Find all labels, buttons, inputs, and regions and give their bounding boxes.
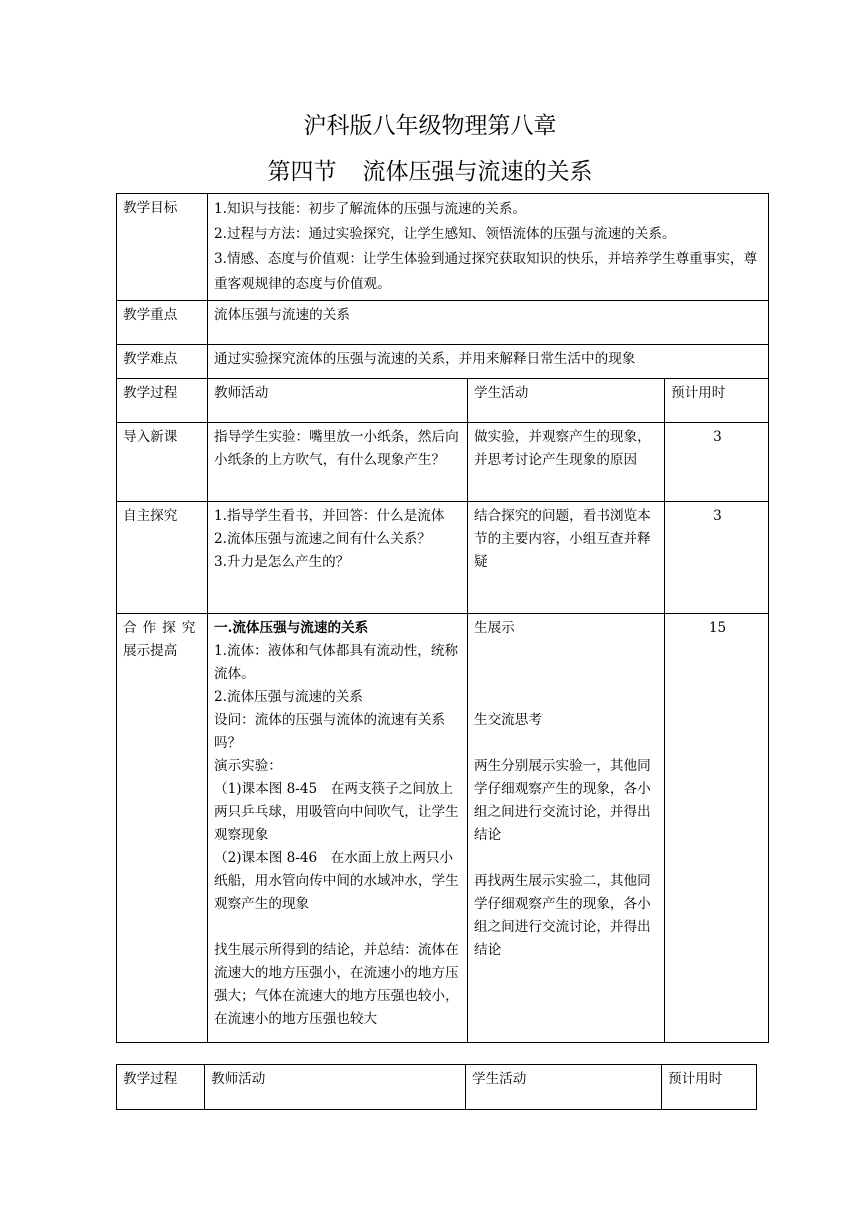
goal-line: 3.情感、态度与价值观：让学生体验到通过探究获取知识的快乐，并培养学生尊重事实，尊重客观规律的态度与价值观。 bbox=[214, 251, 758, 292]
teacher-heading: 一.流体压强与流速的关系 bbox=[214, 620, 369, 636]
row-label-line: 展示提高 bbox=[123, 643, 178, 659]
lesson-plan-table bbox=[116, 193, 769, 1043]
column-header-student: 学生活动 bbox=[466, 1065, 662, 1110]
row-label: 自主探究 bbox=[117, 502, 208, 614]
column-header-time: 预计用时 bbox=[665, 379, 769, 423]
teacher-line: （1)课本图 8-45 在两支筷子之间放上两只乒乓球，用吸管向中间吹气，让学生观察现象 bbox=[214, 781, 459, 843]
section-number: 第四节 bbox=[267, 159, 337, 185]
lesson-plan-table-continued bbox=[116, 1064, 757, 1110]
teacher-line: 设问：流体的压强与流体的流速有关系吗？ bbox=[214, 712, 446, 751]
document-title: 沪科版八年级物理第八章 bbox=[303, 113, 557, 139]
teacher-activity bbox=[208, 614, 468, 1043]
student-line: 两生分别展示实验一，其他同学仔细观察产生的现象，各小组之间进行交流讨论，并得出结论 bbox=[474, 758, 651, 843]
teacher-line: 1.指导学生看书，并回答：什么是流体 bbox=[214, 508, 445, 524]
row-label-line: 合作探究 bbox=[123, 620, 202, 636]
student-line: 生交流思考 bbox=[474, 712, 542, 728]
row-label: 教学难点 bbox=[117, 345, 208, 379]
teacher-conclusion: 找生展示所得到的结论，并总结：流体在流速大的地方压强小，在流速小的地方压强大；气体在流速大的地方压强也较小，在流速小的地方压强也较大 bbox=[214, 942, 459, 1027]
column-header-student: 学生活动 bbox=[468, 379, 665, 423]
row-label: 导入新课 bbox=[117, 423, 208, 502]
row-label bbox=[117, 614, 208, 1043]
goals-row bbox=[117, 194, 769, 301]
row-label: 教学过程 bbox=[117, 379, 208, 423]
teacher-activity bbox=[208, 502, 468, 614]
key-point-content: 流体压强与流速的关系 bbox=[208, 301, 769, 345]
teacher-line: 演示实验： bbox=[214, 758, 282, 774]
self-study-row bbox=[117, 502, 769, 614]
key-point-row bbox=[117, 301, 769, 345]
row-label: 教学过程 bbox=[117, 1065, 205, 1110]
difficulty-row bbox=[117, 345, 769, 379]
section-heading bbox=[0, 154, 860, 190]
column-header-teacher: 教师活动 bbox=[205, 1065, 466, 1110]
process-header-row bbox=[117, 1065, 757, 1110]
cooperate-row bbox=[117, 614, 769, 1043]
column-header-teacher: 教师活动 bbox=[208, 379, 468, 423]
intro-row bbox=[117, 423, 769, 502]
teacher-line: 2.流体压强与流速之间有什么关系？ bbox=[214, 531, 431, 547]
time-estimate: 15 bbox=[665, 614, 769, 1043]
teacher-line: 2.流体压强与流速的关系 bbox=[214, 689, 363, 705]
goal-line: 1.知识与技能：初步了解流体的压强与流速的关系。 bbox=[214, 201, 527, 217]
student-line: 再找两生展示实验二，其他同学仔细观察产生的现象，各小组之间进行交流讨论，并得出结论 bbox=[474, 873, 651, 958]
row-label: 教学目标 bbox=[117, 194, 208, 301]
teacher-activity: 指导学生实验：嘴里放一小纸条，然后向小纸条的上方吹气，有什么现象产生？ bbox=[208, 423, 468, 502]
student-line: 生展示 bbox=[474, 620, 515, 636]
section-title: 流体压强与流速的关系 bbox=[362, 159, 593, 185]
teacher-line: （2)课本图 8-46 在水面上放上两只小纸船，用水管向传中间的水域冲水，学生观察产生的现象 bbox=[214, 850, 459, 912]
difficulty-content: 通过实验探究流体的压强与流速的关系，并用来解释日常生活中的现象 bbox=[208, 345, 769, 379]
row-label: 教学重点 bbox=[117, 301, 208, 345]
time-estimate: 3 bbox=[665, 423, 769, 502]
student-activity: 结合探究的问题，看书浏览本节的主要内容，小组互查并释疑 bbox=[468, 502, 665, 614]
teacher-line: 3.升力是怎么产生的？ bbox=[214, 554, 350, 570]
column-header-time: 预计用时 bbox=[662, 1065, 757, 1110]
goals-content bbox=[208, 194, 769, 301]
process-header-row bbox=[117, 379, 769, 423]
teacher-line: 1.流体：液体和气体都具有流动性，统称流体。 bbox=[214, 643, 459, 682]
student-activity: 做实验，并观察产生的现象，并思考讨论产生现象的原因 bbox=[468, 423, 665, 502]
goal-line: 2.过程与方法：通过实验探究，让学生感知、领悟流体的压强与流速的关系。 bbox=[214, 226, 676, 242]
student-activity bbox=[468, 614, 665, 1043]
time-estimate: 3 bbox=[665, 502, 769, 614]
